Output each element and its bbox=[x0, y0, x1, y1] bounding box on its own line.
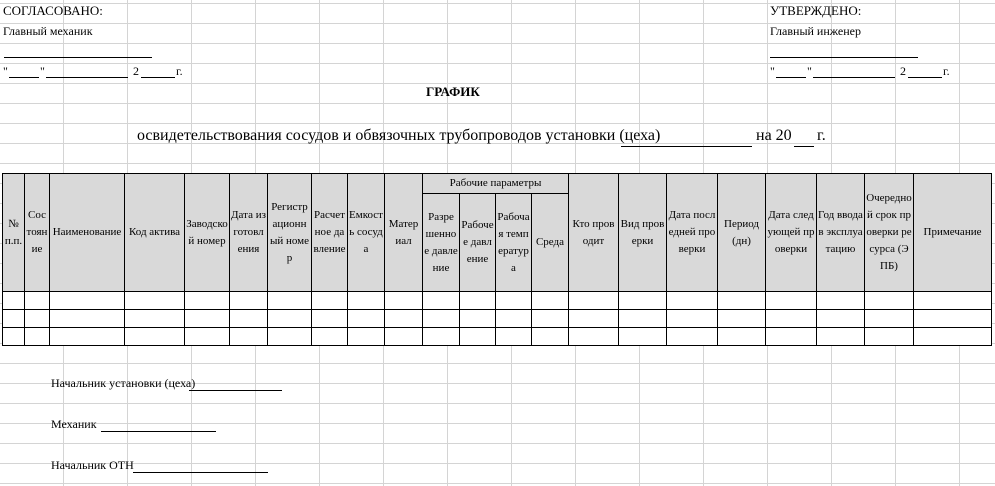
table-cell[interactable] bbox=[619, 328, 667, 346]
working-parameters-group-header: Рабочие параметры bbox=[423, 174, 569, 194]
table-cell[interactable] bbox=[569, 310, 619, 328]
unit-name-line bbox=[621, 146, 752, 147]
table-row bbox=[3, 310, 992, 328]
inspection-schedule-table bbox=[2, 173, 992, 346]
table-cell[interactable] bbox=[312, 292, 348, 310]
table-cell[interactable] bbox=[25, 292, 50, 310]
table-cell[interactable] bbox=[125, 292, 185, 310]
table-cell[interactable] bbox=[718, 310, 766, 328]
unit-head-label: Начальник установки (цеха) bbox=[51, 376, 196, 390]
table-cell[interactable] bbox=[268, 310, 312, 328]
table-cell[interactable] bbox=[25, 328, 50, 346]
table-cell[interactable] bbox=[348, 328, 385, 346]
table-cell[interactable] bbox=[385, 328, 423, 346]
table-cell[interactable] bbox=[312, 328, 348, 346]
col-period-header: Период (дн) bbox=[718, 174, 766, 292]
col-registration-number-header: Регистрационный номер bbox=[268, 174, 312, 292]
col-material-header: Материал bbox=[385, 174, 423, 292]
table-cell[interactable] bbox=[718, 292, 766, 310]
table-cell[interactable] bbox=[348, 310, 385, 328]
table-row bbox=[3, 328, 992, 346]
table-cell[interactable] bbox=[385, 292, 423, 310]
table-cell[interactable] bbox=[569, 292, 619, 310]
table-cell[interactable] bbox=[423, 328, 460, 346]
table-cell[interactable] bbox=[312, 310, 348, 328]
table-body bbox=[3, 292, 992, 346]
mechanic-label: Механик bbox=[51, 417, 97, 431]
right-date-year-line bbox=[908, 77, 942, 78]
table-cell[interactable] bbox=[460, 328, 496, 346]
col-design-pressure-header: Расчетное давление bbox=[312, 174, 348, 292]
table-cell[interactable] bbox=[619, 292, 667, 310]
table-cell[interactable] bbox=[385, 310, 423, 328]
table-row bbox=[3, 292, 992, 310]
col-factory-number-header: Заводской номер bbox=[185, 174, 230, 292]
mechanic-signature-line bbox=[101, 431, 216, 432]
table-cell[interactable] bbox=[348, 292, 385, 310]
col-number-header: № п.п. bbox=[3, 174, 25, 292]
table-cell[interactable] bbox=[914, 328, 992, 346]
col-note-header: Примечание bbox=[914, 174, 992, 292]
subtitle-year-line bbox=[794, 146, 814, 147]
table-cell[interactable] bbox=[125, 328, 185, 346]
table-cell[interactable] bbox=[817, 328, 865, 346]
table-cell[interactable] bbox=[817, 310, 865, 328]
table-cell[interactable] bbox=[50, 310, 125, 328]
table-cell[interactable] bbox=[496, 292, 532, 310]
table-cell[interactable] bbox=[230, 292, 268, 310]
col-asset-code-header: Код актива bbox=[125, 174, 185, 292]
right-date-mid-quote: " bbox=[807, 64, 812, 78]
table-cell[interactable] bbox=[3, 292, 25, 310]
table-cell[interactable] bbox=[532, 310, 569, 328]
right-date-month-line bbox=[813, 77, 895, 78]
right-date-open-quote: " bbox=[770, 64, 775, 78]
table-cell[interactable] bbox=[667, 310, 718, 328]
approved-heading: УТВЕРЖДЕНО: bbox=[770, 3, 862, 18]
col-next-check-header: Дата следующей проверки bbox=[766, 174, 817, 292]
table-cell[interactable] bbox=[423, 310, 460, 328]
table-cell[interactable] bbox=[569, 328, 619, 346]
table-cell[interactable] bbox=[185, 310, 230, 328]
table-cell[interactable] bbox=[496, 328, 532, 346]
left-date-open-quote: " bbox=[3, 64, 8, 78]
subtitle-year-prefix: на 20 bbox=[756, 127, 792, 144]
col-commission-year-header: Год ввода в эксплуатацию bbox=[817, 174, 865, 292]
document-title: ГРАФИК bbox=[426, 84, 480, 99]
table-cell[interactable] bbox=[766, 292, 817, 310]
right-date-day-line bbox=[776, 77, 806, 78]
table-cell[interactable] bbox=[268, 328, 312, 346]
table-cell[interactable] bbox=[125, 310, 185, 328]
col-last-check-header: Дата последней проверки bbox=[667, 174, 718, 292]
table-cell[interactable] bbox=[460, 310, 496, 328]
left-date-day-line bbox=[9, 77, 39, 78]
table-cell[interactable] bbox=[667, 328, 718, 346]
chief-engineer-signature-line bbox=[770, 57, 918, 58]
table-cell[interactable] bbox=[865, 310, 914, 328]
table-cell[interactable] bbox=[230, 328, 268, 346]
left-date-year-line bbox=[141, 77, 175, 78]
table-cell[interactable] bbox=[268, 292, 312, 310]
chief-engineer-label: Главный инженер bbox=[770, 24, 861, 38]
chief-mechanic-label: Главный механик bbox=[3, 24, 93, 38]
table-cell[interactable] bbox=[667, 292, 718, 310]
col-name-header: Наименование bbox=[50, 174, 125, 292]
table-cell[interactable] bbox=[817, 292, 865, 310]
col-next-resource-check-header: Очередной срок проверки ресурса (ЭПБ) bbox=[865, 174, 914, 292]
left-date-month-line bbox=[46, 77, 128, 78]
col-medium-header: Среда bbox=[532, 194, 569, 292]
col-vessel-capacity-header: Емкость сосуда bbox=[348, 174, 385, 292]
table-cell[interactable] bbox=[185, 292, 230, 310]
otn-head-label: Начальник ОТН bbox=[51, 458, 134, 472]
table-cell[interactable] bbox=[914, 292, 992, 310]
approved-by-heading: СОГЛАСОВАНО: bbox=[3, 3, 103, 18]
left-date-suffix: г. bbox=[176, 64, 183, 78]
col-work-temperature-header: Рабочая температура bbox=[496, 194, 532, 292]
table-cell[interactable] bbox=[718, 328, 766, 346]
col-allowed-pressure-header: Разрешенное давление bbox=[423, 194, 460, 292]
chief-mechanic-signature-line bbox=[4, 57, 152, 58]
right-date-year-prefix: 2 bbox=[900, 64, 906, 78]
table-cell[interactable] bbox=[460, 292, 496, 310]
left-date-mid-quote: " bbox=[40, 64, 45, 78]
table-cell[interactable] bbox=[50, 292, 125, 310]
otn-head-signature-line bbox=[133, 472, 268, 473]
table-cell[interactable] bbox=[25, 310, 50, 328]
table-cell[interactable] bbox=[766, 310, 817, 328]
document-subtitle: освидетельствования сосудов и обвязочных трубопроводов установки (цеха) bbox=[137, 127, 661, 144]
col-check-type-header: Вид проверки bbox=[619, 174, 667, 292]
table-cell[interactable] bbox=[865, 292, 914, 310]
left-date-year-prefix: 2 bbox=[133, 64, 139, 78]
table-cell[interactable] bbox=[185, 328, 230, 346]
unit-head-signature-line bbox=[189, 390, 282, 391]
table-cell[interactable] bbox=[50, 328, 125, 346]
table-cell[interactable] bbox=[766, 328, 817, 346]
table-cell[interactable] bbox=[423, 292, 460, 310]
table-cell[interactable] bbox=[230, 310, 268, 328]
table-cell[interactable] bbox=[532, 328, 569, 346]
col-work-pressure-header: Рабочее давление bbox=[460, 194, 496, 292]
col-manufacture-date-header: Дата изготовления bbox=[230, 174, 268, 292]
col-state-header: Состояние bbox=[25, 174, 50, 292]
table-cell[interactable] bbox=[3, 310, 25, 328]
table-cell[interactable] bbox=[496, 310, 532, 328]
subtitle-year-suffix: г. bbox=[817, 127, 826, 144]
table-cell[interactable] bbox=[914, 310, 992, 328]
right-date-suffix: г. bbox=[943, 64, 950, 78]
table-cell[interactable] bbox=[865, 328, 914, 346]
col-performer-header: Кто проводит bbox=[569, 174, 619, 292]
table-cell[interactable] bbox=[532, 292, 569, 310]
table-cell[interactable] bbox=[3, 328, 25, 346]
table-cell[interactable] bbox=[619, 310, 667, 328]
